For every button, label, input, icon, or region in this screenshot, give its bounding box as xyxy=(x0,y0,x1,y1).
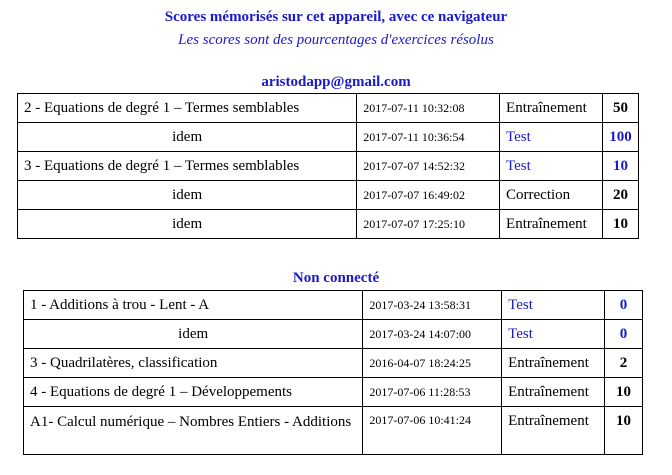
timestamp-cell: 2017-07-06 10:41:24 xyxy=(363,407,502,455)
mode-cell: Entraînement xyxy=(500,94,603,123)
score-cell: 50 xyxy=(603,94,639,123)
account-heading-anonymous: Non connecté xyxy=(292,270,380,286)
scores-table-anonymous xyxy=(23,290,643,455)
mode-cell: Test xyxy=(500,152,603,181)
topic-cell: idem xyxy=(24,320,363,349)
score-row xyxy=(18,181,639,210)
timestamp-cell: 2017-07-07 16:49:02 xyxy=(357,181,500,210)
mode-cell: Test xyxy=(500,123,603,152)
mode-cell: Test xyxy=(502,291,605,320)
account-heading-email: aristodapp@gmail.com xyxy=(261,74,411,90)
timestamp-cell: 2017-03-24 13:58:31 xyxy=(363,291,502,320)
topic-cell: idem xyxy=(18,210,357,239)
score-row xyxy=(24,378,643,407)
topic-cell: 2 - Equations de degré 1 – Termes semblables xyxy=(18,94,357,123)
timestamp-cell: 2017-03-24 14:07:00 xyxy=(363,320,502,349)
score-cell: 10 xyxy=(603,210,639,239)
score-row xyxy=(24,291,643,320)
topic-cell: 4 - Equations de degré 1 – Développements xyxy=(24,378,363,407)
timestamp-cell: 2017-07-11 10:36:54 xyxy=(357,123,500,152)
score-cell: 10 xyxy=(605,407,643,455)
timestamp-cell: 2017-07-06 11:28:53 xyxy=(363,378,502,407)
page-subtitle: Les scores sont des pourcentages d'exercices résolus xyxy=(178,32,494,48)
score-row xyxy=(24,320,643,349)
score-row xyxy=(24,349,643,378)
score-cell: 0 xyxy=(605,320,643,349)
timestamp-cell: 2017-07-07 14:52:32 xyxy=(357,152,500,181)
score-cell: 10 xyxy=(603,152,639,181)
score-cell: 20 xyxy=(603,181,639,210)
mode-cell: Test xyxy=(502,320,605,349)
topic-cell: 1 - Additions à trou - Lent - A xyxy=(24,291,363,320)
topic-cell: idem xyxy=(18,181,357,210)
timestamp-cell: 2017-07-07 17:25:10 xyxy=(357,210,500,239)
topic-cell: idem xyxy=(18,123,357,152)
timestamp-cell: 2016-04-07 18:24:25 xyxy=(363,349,502,378)
topic-cell: 3 - Equations de degré 1 – Termes semblables xyxy=(18,152,357,181)
mode-cell: Entraînement xyxy=(502,349,605,378)
timestamp-cell: 2017-07-11 10:32:08 xyxy=(357,94,500,123)
mode-cell: Entraînement xyxy=(502,407,605,455)
scores-table-account xyxy=(17,93,639,239)
score-row xyxy=(18,94,639,123)
mode-cell: Entraînement xyxy=(502,378,605,407)
score-cell: 10 xyxy=(605,378,643,407)
topic-cell: A1- Calcul numérique – Nombres Entiers - Additions xyxy=(24,407,363,455)
score-row xyxy=(18,123,639,152)
score-row xyxy=(18,152,639,181)
topic-cell: 3 - Quadrilatères, classification xyxy=(24,349,363,378)
mode-cell: Entraînement xyxy=(500,210,603,239)
score-cell: 0 xyxy=(605,291,643,320)
score-row xyxy=(24,407,643,455)
score-cell: 2 xyxy=(605,349,643,378)
score-cell: 100 xyxy=(603,123,639,152)
page-title: Scores mémorisés sur cet appareil, avec ce navigateur xyxy=(164,9,508,25)
score-row xyxy=(18,210,639,239)
mode-cell: Correction xyxy=(500,181,603,210)
